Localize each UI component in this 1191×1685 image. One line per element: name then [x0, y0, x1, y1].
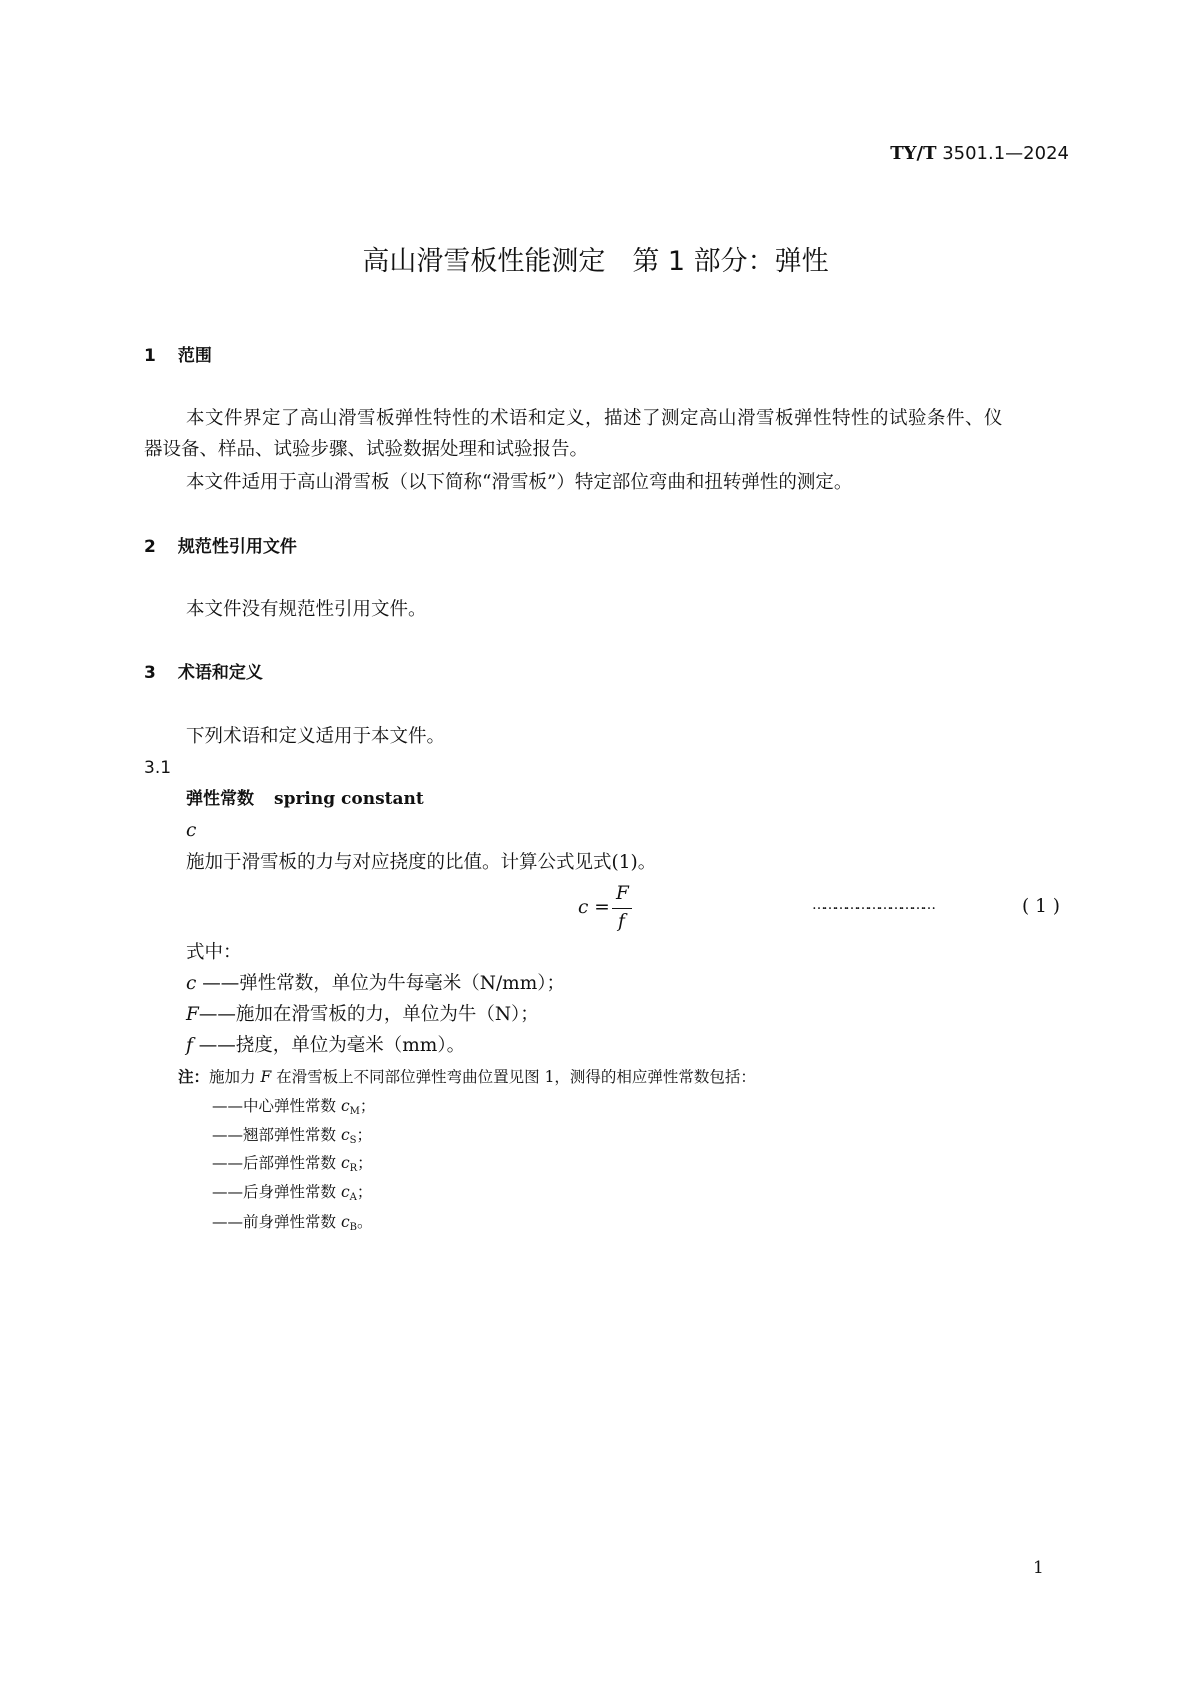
formula-leader: ……………………………: [812, 897, 933, 913]
term-en: spring constant: [274, 789, 424, 809]
punct: ；: [359, 1097, 376, 1115]
subscript: M: [349, 1106, 360, 1117]
paragraph: 器设备、样品、试验步骤、试验数据处理和试验报告。: [144, 439, 589, 460]
section-title: 规范性引用文件: [177, 537, 297, 557]
page-title: 高山滑雪板性能测定 第 1 部分：弹性: [362, 246, 829, 277]
note-item: ——前身弹性常数 $c_B$。: [212, 1213, 373, 1233]
term-symbol: c: [186, 820, 197, 841]
punct: ；: [356, 1183, 373, 1201]
variable-symbol: f: [186, 1035, 193, 1056]
formula-numerator: F: [616, 883, 629, 904]
formula-denominator: f: [618, 911, 625, 932]
punct: ；: [357, 1154, 373, 1172]
note-item: ——后身弹性常数 $c_A$；: [212, 1183, 373, 1203]
fraction-bar: [612, 908, 632, 909]
section-title: 范围: [177, 346, 212, 366]
note-symbol: F: [260, 1068, 272, 1086]
note-text: 在滑雪板上不同部位弹性弯曲位置见图 1，测得的相应弹性常数包括：: [271, 1068, 756, 1086]
variable-f: [186, 1037, 465, 1056]
variable-c: [186, 975, 565, 994]
paragraph: 下列术语和定义适用于本文件。: [186, 726, 446, 747]
punct: 。: [356, 1213, 373, 1231]
where-label: 式中：: [186, 942, 242, 963]
variable-desc: ——挠度，单位为毫米（mm）。: [198, 1035, 466, 1056]
section-number: 3: [144, 663, 156, 683]
term-zh: 弹性常数: [186, 789, 254, 809]
standard-code: 3501.1—2024: [942, 143, 1069, 164]
note-item-text: ——中心弹性常数: [212, 1097, 341, 1115]
page-number: 1: [1033, 1558, 1044, 1578]
section-number: 1: [144, 346, 156, 366]
section-heading-3: [144, 665, 263, 682]
term-definition: 施加于滑雪板的力与对应挠度的比值。计算公式见式(1)。: [186, 852, 657, 873]
variable-symbol: F: [186, 1004, 199, 1025]
subscript: S: [349, 1135, 357, 1146]
subscript: R: [349, 1163, 358, 1174]
standard-prefix: TY/T: [890, 143, 937, 164]
equation-number: ( 1 ): [1022, 896, 1060, 917]
section-heading-2: [144, 539, 297, 556]
section-number: 2: [144, 537, 156, 557]
subscript: B: [349, 1222, 357, 1233]
standard-number: [890, 145, 1069, 163]
paragraph: 本文件界定了高山滑雪板弹性特性的术语和定义，描述了测定高山滑雪板弹性特性的试验条件、仪: [186, 408, 1004, 429]
section-title: 术语和定义: [177, 663, 263, 683]
note: [178, 1070, 756, 1086]
term-entry: [186, 791, 424, 808]
note-item: ——中心弹性常数 $c_M$；: [212, 1097, 376, 1117]
variable-desc: ——弹性常数，单位为牛每毫米（N/mm）；: [202, 973, 566, 994]
note-item: ——翘部弹性常数 $c_S$；: [212, 1126, 372, 1146]
variable-symbol: c: [186, 973, 197, 994]
section-heading-1: [144, 348, 212, 365]
note-text: 施加力: [209, 1068, 261, 1086]
variable-F: [186, 1006, 539, 1025]
subscript: A: [349, 1192, 357, 1203]
note-item-text: ——后部弹性常数: [212, 1154, 341, 1172]
punct: ；: [356, 1126, 372, 1144]
paragraph: 本文件没有规范性引用文件。: [186, 599, 427, 620]
note-item-text: ——前身弹性常数: [212, 1213, 341, 1231]
note-item-text: ——后身弹性常数: [212, 1183, 341, 1201]
note-label: 注：: [178, 1068, 210, 1086]
variable-desc: ——施加在滑雪板的力，单位为牛（N）；: [198, 1004, 539, 1025]
note-item: ——后部弹性常数 $c_R$；: [212, 1154, 373, 1174]
formula-lhs: c =: [578, 897, 610, 918]
note-item-text: ——翘部弹性常数: [212, 1126, 341, 1144]
paragraph: 本文件适用于高山滑雪板（以下简称“滑雪板”）特定部位弯曲和扭转弹性的测定。: [186, 472, 853, 493]
term-number: 3.1: [144, 758, 172, 778]
